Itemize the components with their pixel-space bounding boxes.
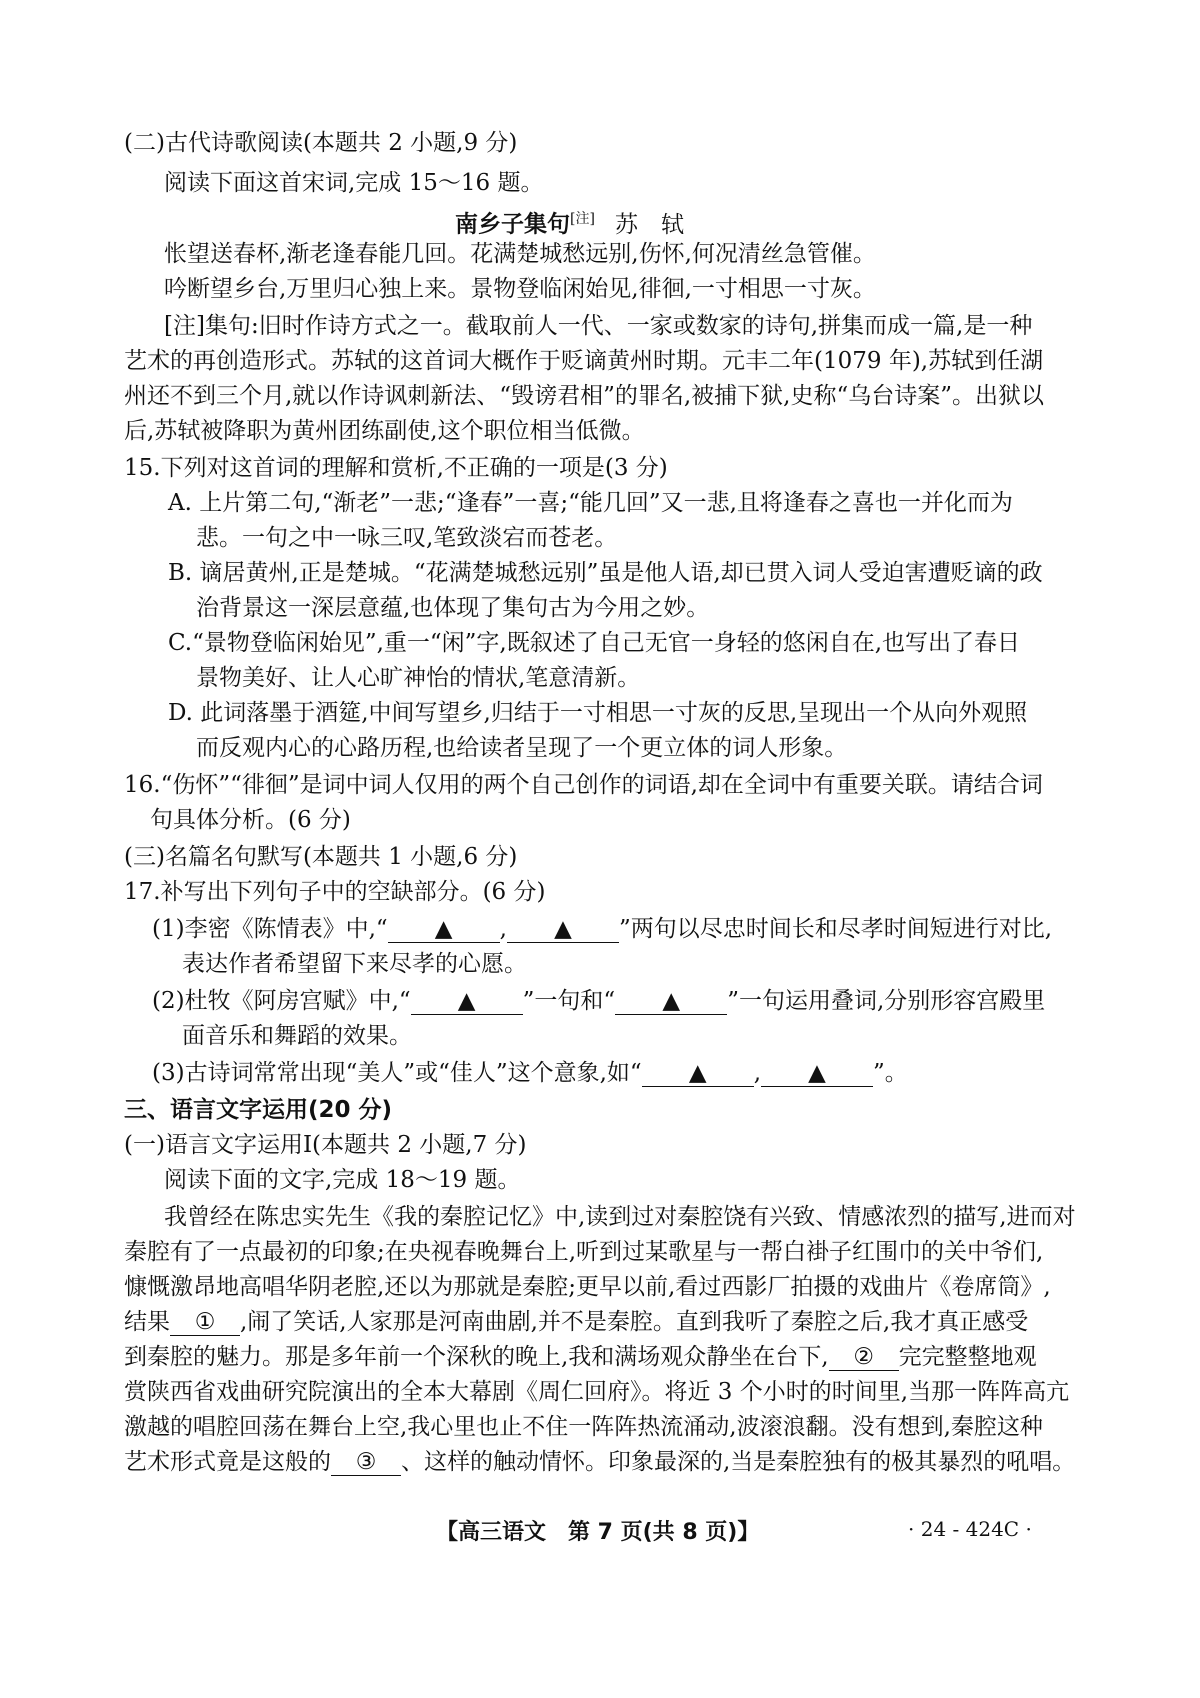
option-b-line-1: B. 谪居黄州,正是楚城。“花满楚城愁远别”虽是他人语,却已贯入词人受迫害遭贬谪的政: [168, 560, 1043, 586]
answer-blank[interactable]: ▲: [507, 916, 619, 943]
answer-blank[interactable]: ▲: [411, 988, 523, 1015]
answer-blank[interactable]: ▲: [642, 1060, 754, 1087]
poem-author: 苏 轼: [614, 211, 684, 238]
question-17-item-1: [152, 914, 1052, 944]
question-17-item-2-line-2: 面音乐和舞蹈的效果。: [182, 1023, 412, 1049]
passage-blank-1[interactable]: ①: [170, 1309, 240, 1336]
note-line: 州还不到三个月,就以作诗讽刺新法、“毁谤君相”的罪名,被捕下狱,史称“乌台诗案”。出狱以: [124, 383, 1044, 409]
passage-text: ,闹了笑话,人家那是河南曲剧,并不是秦腔。直到我听了秦腔之后,我才真正感受: [240, 1309, 1029, 1335]
question-17-item-2: [152, 986, 1045, 1016]
poem-line-2: 吟断望乡台,万里归心独上来。景物登临闲始见,徘徊,一寸相思一寸灰。: [164, 276, 876, 302]
passage-text: 完完整整地观: [898, 1344, 1037, 1370]
passage-line: 秦腔有了一点最初的印象;在央视春晚舞台上,听到过某歌星与一帮白褂子红围巾的关中爷们,: [124, 1239, 1044, 1265]
section-intro: 阅读下面这首宋词,完成 15～16 题。: [164, 170, 544, 196]
note-line: [注]集句:旧时作诗方式之一。截取前人一代、一家或数家的诗句,拼集而成一篇,是一种: [164, 313, 1033, 339]
question-15-stem: 15.下列对这首词的理解和赏析,不正确的一项是(3 分): [124, 455, 668, 481]
item-text: ,: [753, 1060, 761, 1086]
passage-text: 到秦腔的魅力。那是多年前一个深秋的晚上,我和满场观众静坐在台下,: [124, 1344, 829, 1370]
passage-blank-3[interactable]: ③: [331, 1449, 401, 1476]
passage-line: 我曾经在陈忠实先生《我的秦腔记忆》中,读到过对秦腔饶有兴致、情感浓烈的描写,进而对: [164, 1204, 1076, 1230]
subsection-heading: (一)语言文字运用Ⅰ(本题共 2 小题,7 分): [124, 1132, 527, 1158]
question-17-item-1-line-2: 表达作者希望留下来尽孝的心愿。: [182, 951, 527, 977]
option-c-line-1: C.“景物登临闲始见”,重一“闲”字,既叙述了自己无官一身轻的悠闲自在,也写出了春日: [168, 630, 1021, 656]
question-16-line-1: 16.“伤怀”“徘徊”是词中词人仅用的两个自己创作的词语,却在全词中有重要关联。请结合词: [124, 772, 1043, 798]
section-heading: (三)名篇名句默写(本题共 1 小题,6 分): [124, 844, 518, 870]
item-text: ”一句和“: [522, 988, 616, 1014]
answer-blank[interactable]: ▲: [615, 988, 727, 1015]
subsection-intro: 阅读下面的文字,完成 18～19 题。: [164, 1167, 521, 1193]
note-line: 后,苏轼被降职为黄州团练副使,这个职位相当低微。: [124, 418, 645, 444]
page-footer: 【高三语文 第 7 页(共 8 页)】: [436, 1520, 760, 1545]
item-text: ,: [499, 916, 507, 942]
question-16-line-2: 句具体分析。(6 分): [150, 807, 351, 833]
option-b-line-2: 治背景这一深层意蕴,也体现了集句古为今用之妙。: [196, 595, 710, 621]
question-17-stem: 17.补写出下列句子中的空缺部分。(6 分): [124, 879, 546, 905]
passage-text: 艺术形式竟是这般的: [124, 1449, 331, 1475]
option-a-line-2: 悲。一句之中一咏三叹,笔致淡宕而苍老。: [196, 525, 618, 551]
passage-line: [124, 1307, 1028, 1337]
item-text: ”。: [873, 1060, 908, 1086]
part-heading: 三、语言文字运用(20 分): [124, 1097, 393, 1123]
question-17-item-3: [152, 1058, 908, 1088]
item-text: (1)李密《陈情表》中,“: [152, 916, 388, 942]
passage-blank-2[interactable]: ②: [829, 1344, 899, 1371]
answer-blank[interactable]: ▲: [761, 1060, 873, 1087]
exam-code: · 24 - 424C ·: [908, 1517, 1032, 1541]
option-c-line-2: 景物美好、让人心旷神怡的情状,笔意清新。: [196, 665, 641, 691]
section-heading: (二)古代诗歌阅读(本题共 2 小题,9 分): [124, 130, 518, 156]
passage-line: 激越的唱腔回荡在舞台上空,我心里也止不住一阵阵热流涌动,波滚浪翻。没有想到,秦腔这种: [124, 1414, 1043, 1440]
passage-line: 慷慨激昂地高唱华阴老腔,还以为那就是秦腔;更早以前,看过西影厂拍摄的戏曲片《卷席筒》,: [124, 1274, 1051, 1300]
item-text: (3)古诗词常常出现“美人”或“佳人”这个意象,如“: [152, 1060, 642, 1086]
passage-line: 赏陕西省戏曲研究院演出的全本大幕剧《周仁回府》。将近 3 个小时的时间里,当那一阵阵高亢: [124, 1379, 1070, 1405]
answer-blank[interactable]: ▲: [388, 916, 500, 943]
poem-line-1: 怅望送春杯,渐老逢春能几回。花满楚城愁远别,伤怀,何况清丝急管催。: [164, 241, 876, 267]
item-text: (2)杜牧《阿房宫赋》中,“: [152, 988, 411, 1014]
option-d-line-1: D. 此词落墨于酒筵,中间写望乡,归结于一寸相思一寸灰的反思,呈现出一个从向外观照: [168, 700, 1028, 726]
passage-text: 结果: [124, 1309, 170, 1335]
note-marker: [注]: [570, 211, 595, 227]
passage-text: 、这样的触动情怀。印象最深的,当是秦腔独有的极其暴烈的吼唱。: [401, 1449, 1076, 1475]
item-text: ”两句以尽忠时间长和尽孝时间短进行对比,: [618, 916, 1053, 942]
passage-line: [124, 1342, 1037, 1372]
item-text: ”一句运用叠词,分别形容宫殿里: [727, 988, 1046, 1014]
option-d-line-2: 而反观内心的心路历程,也给读者呈现了一个更立体的词人形象。: [196, 735, 848, 761]
poem-title: 南乡子集句: [455, 211, 570, 238]
poem-title-line: [455, 204, 684, 240]
option-a-line-1: A. 上片第二句,“渐老”一悲;“逢春”一喜;“能几回”又一悲,且将逢春之喜也一并化而为: [168, 490, 1013, 516]
passage-line: [124, 1447, 1075, 1477]
note-line: 艺术的再创造形式。苏轼的这首词大概作于贬谪黄州时期。元丰二年(1079 年),苏轼到任湖: [124, 348, 1044, 374]
